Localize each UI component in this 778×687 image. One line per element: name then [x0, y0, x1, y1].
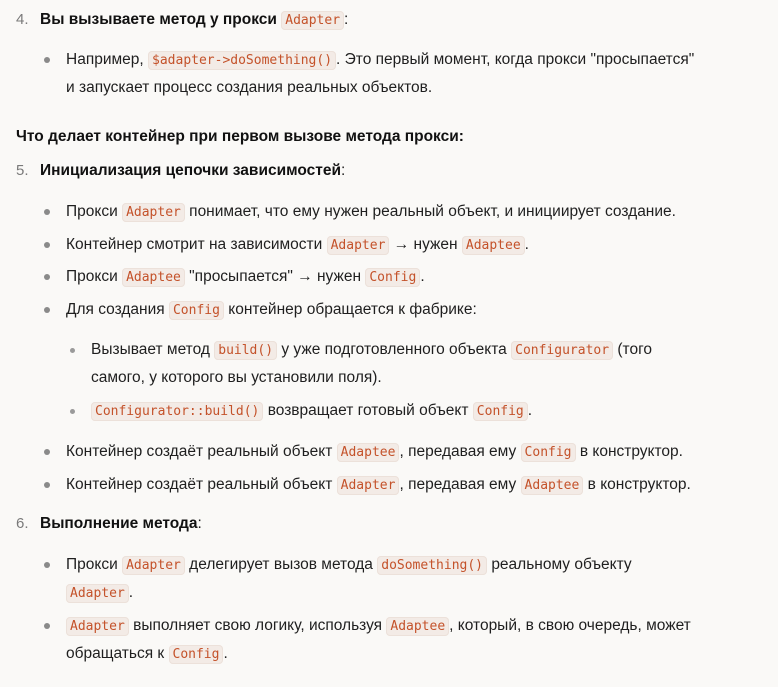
bullet-icon [44, 482, 50, 488]
text: контейнер обращается к фабрике: [228, 301, 477, 318]
text: . [524, 236, 529, 253]
item-4-bullet-1 [66, 50, 694, 71]
item-4-title-text: Вы вызываете метод у прокси [40, 11, 277, 28]
text: Например, [66, 51, 144, 68]
text: самого, у которого вы установили поля). [91, 369, 382, 386]
text: и запускает процесс создания реальных объектов. [66, 79, 433, 96]
text: , передавая ему [399, 443, 517, 460]
item-4-bullet-1-cont [66, 78, 432, 98]
item-4-title [40, 10, 348, 31]
item-6-title [40, 514, 202, 534]
colon: : [341, 162, 346, 179]
text: Для создания [66, 301, 165, 318]
bullet-icon [44, 242, 50, 248]
text: в конструктор. [579, 443, 683, 460]
item-6-title-text: Выполнение метода [40, 515, 198, 532]
item-5-subbullet-2 [91, 401, 532, 422]
text: Вызывает метод [91, 341, 210, 358]
text: в конструктор. [587, 476, 691, 493]
sub-bullet-icon [70, 409, 75, 414]
inline-code: Adapter [122, 203, 185, 222]
colon: : [197, 515, 202, 532]
bullet-icon [44, 623, 50, 629]
inline-code: Adaptee [462, 236, 525, 255]
inline-code: Configurator::build() [91, 402, 263, 421]
inline-code: Adapter [66, 584, 129, 603]
sub-bullet-icon [70, 348, 75, 353]
text: "просыпается" → нужен [189, 268, 362, 285]
inline-code: Config [169, 645, 224, 664]
inline-code: Config [365, 268, 420, 287]
inline-code: Config [473, 402, 528, 421]
bullet-icon [44, 274, 50, 280]
item-5-title-text: Инициализация цепочки зависимостей [40, 162, 342, 179]
text: Прокси [66, 203, 118, 220]
list-number-6: 6. [16, 515, 29, 532]
bullet-icon [44, 57, 50, 63]
text: Контейнер создаёт реальный объект [66, 476, 333, 493]
item-6-bullet-1-cont [66, 583, 133, 604]
text: , который, в свою очередь, может [449, 617, 691, 634]
inline-code: Adaptee [521, 476, 584, 495]
item-6-bullet-2 [66, 616, 691, 637]
bullet-icon [44, 562, 50, 568]
inline-code: $adapter->doSomething() [148, 51, 336, 70]
bullet-icon [44, 209, 50, 215]
item-5-bullet-6 [66, 475, 691, 496]
text: у уже подготовленного объекта [281, 341, 507, 358]
inline-code: Adapter [66, 617, 129, 636]
inline-code: build() [214, 341, 277, 360]
list-number-5: 5. [16, 162, 29, 179]
text: Контейнер создаёт реальный объект [66, 443, 333, 460]
item-5-bullet-2 [66, 235, 529, 256]
section-heading-text: Что делает контейнер при первом вызове метода прокси: [16, 128, 464, 145]
inline-code: Config [169, 301, 224, 320]
text: выполняет свою логику, используя [133, 617, 383, 634]
item-5-subbullet-1 [91, 340, 652, 361]
inline-code: Adaptee [122, 268, 185, 287]
list-number-4: 4. [16, 11, 29, 28]
text: понимает, что ему нужен реальный объект, и инициирует создание. [189, 203, 676, 220]
bullet-icon [44, 449, 50, 455]
item-5-title [40, 161, 345, 181]
inline-code: Adapter [281, 11, 344, 30]
text: Прокси [66, 268, 118, 285]
text: возвращает готовый объект [267, 402, 469, 419]
inline-code: Adaptee [386, 617, 449, 636]
colon: : [344, 11, 349, 28]
text: . [527, 402, 533, 419]
inline-code: Adapter [327, 236, 390, 255]
item-6-bullet-1 [66, 555, 632, 576]
section-heading [16, 127, 464, 147]
item-5-bullet-1 [66, 202, 676, 223]
text: → нужен [393, 236, 458, 253]
text: . Это первый момент, когда прокси "просыпается" [336, 51, 695, 68]
text: (того [617, 341, 652, 358]
text: Прокси [66, 556, 118, 573]
inline-code: Adaptee [337, 443, 400, 462]
inline-code: Adapter [337, 476, 400, 495]
inline-code: Config [521, 443, 576, 462]
item-5-subbullet-1-cont [91, 368, 382, 388]
bullet-icon [44, 307, 50, 313]
item-6-bullet-2-cont [66, 644, 228, 665]
inline-code: doSomething() [377, 556, 487, 575]
text: . [420, 268, 425, 285]
text: реальному объекту [491, 556, 632, 573]
item-5-bullet-3 [66, 267, 425, 288]
text: , передавая ему [399, 476, 517, 493]
item-5-bullet-4 [66, 300, 477, 321]
text: обращаться к [66, 645, 165, 662]
text: . [223, 645, 228, 662]
inline-code: Configurator [511, 341, 613, 360]
text: Контейнер смотрит на зависимости [66, 236, 323, 253]
item-5-bullet-5 [66, 442, 683, 463]
text: . [128, 584, 134, 601]
text: делегирует вызов метода [189, 556, 373, 573]
inline-code: Adapter [122, 556, 185, 575]
